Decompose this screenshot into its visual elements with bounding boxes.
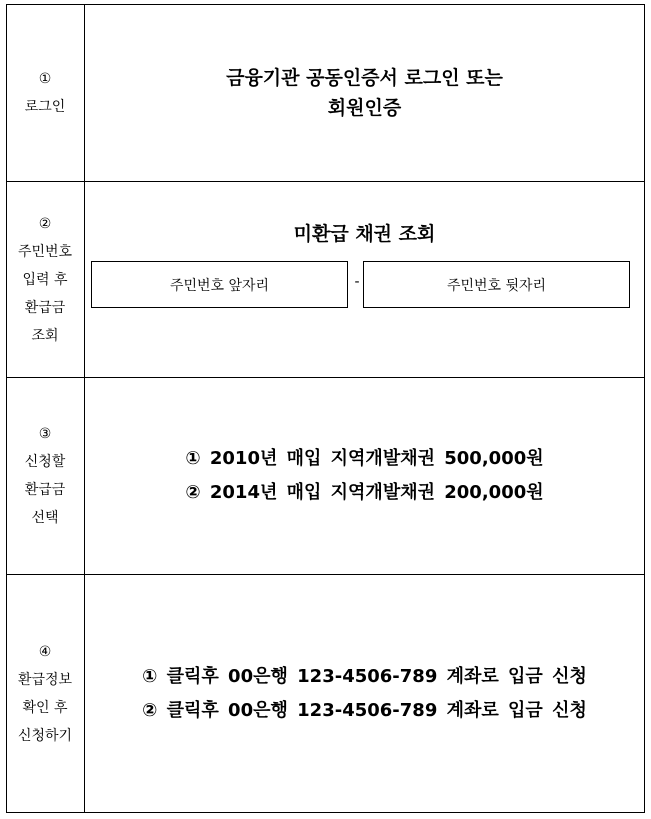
apply-option-1[interactable]: ① 클릭후 00은행 123-4506-789 계좌로 입금 신청 xyxy=(142,666,587,687)
step-4-text-line: 확인 후 xyxy=(22,700,68,716)
step-2-text-line: 주민번호 xyxy=(17,243,73,260)
step-2-number: ② xyxy=(38,215,52,232)
step-2-text-line: 조회 xyxy=(31,327,59,344)
step-3-label xyxy=(6,378,84,574)
unrefunded-bond-inquiry-title: 미환급 채권 조회 xyxy=(293,223,436,245)
id-front-input[interactable] xyxy=(91,261,348,308)
step-1-text-line: 로그인 xyxy=(24,98,66,115)
login-cell xyxy=(85,4,644,181)
id-front-label: 주민번호 앞자리 xyxy=(169,277,270,294)
step-4-number: ④ xyxy=(38,644,52,660)
step-4-text-line: 신청하기 xyxy=(17,728,73,744)
step-2-label xyxy=(6,182,84,377)
id-back-label: 주민번호 뒷자리 xyxy=(446,277,547,294)
refund-selection-cell xyxy=(85,378,644,574)
apply-option-2[interactable]: ② 클릭후 00은행 123-4506-789 계좌로 입금 신청 xyxy=(142,700,587,721)
step-2-text-line: 입력 후 xyxy=(22,271,68,288)
step-3-text-line: 신청할 xyxy=(24,454,66,470)
step-3-text-line: 선택 xyxy=(31,510,59,526)
row-divider-1 xyxy=(6,181,645,182)
step-1-number: ① xyxy=(38,70,52,87)
refund-application-cell xyxy=(85,575,644,813)
step-2-text-line: 환급금 xyxy=(24,299,66,316)
id-separator: - xyxy=(354,274,360,290)
refund-option-2[interactable]: ② 2014년 매입 지역개발채권 200,000원 xyxy=(185,482,544,503)
id-back-input[interactable] xyxy=(363,261,630,308)
login-instruction-line-2: 회원인증 xyxy=(327,96,402,119)
step-3-number: ③ xyxy=(38,426,52,442)
login-instruction-line-1: 금융기관 공동인증서 로그인 또는 xyxy=(226,66,503,89)
refund-option-1[interactable]: ① 2010년 매입 지역개발채권 500,000원 xyxy=(185,448,544,469)
step-3-text-line: 환급금 xyxy=(24,482,66,498)
step-4-label xyxy=(6,575,84,813)
step-1-label xyxy=(6,4,84,181)
step-4-text-line: 환급정보 xyxy=(17,672,73,688)
